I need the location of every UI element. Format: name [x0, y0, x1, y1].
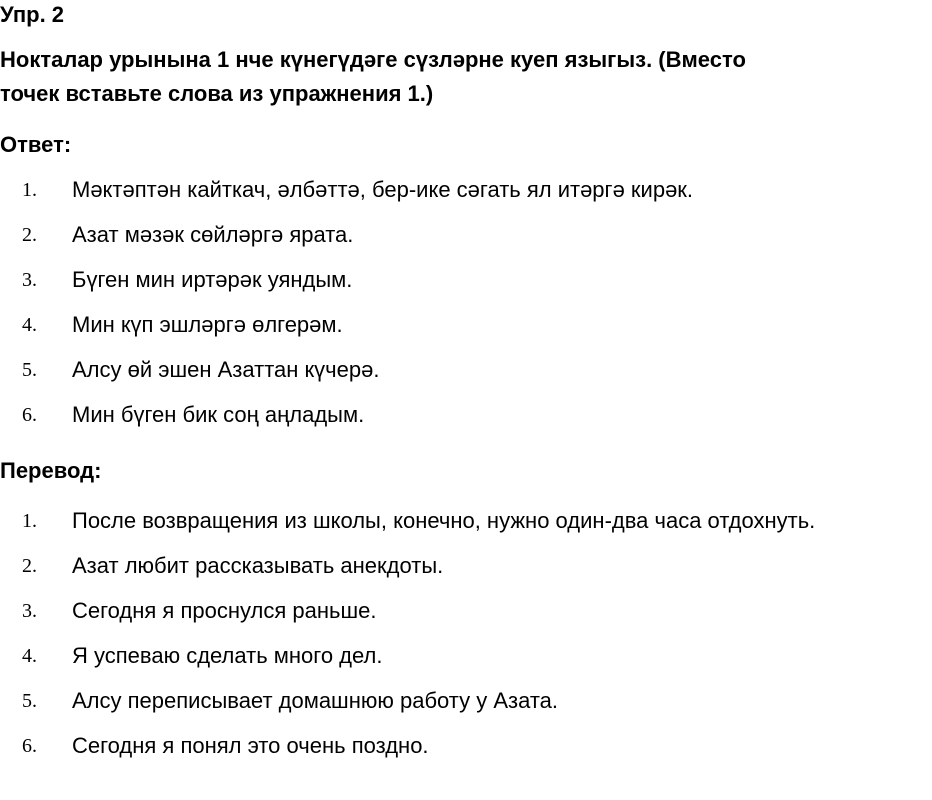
task-line-1: Нокталар урынына 1 нче күнегүдәге сүзләрне куеп языгыз. (Вместо: [0, 47, 746, 72]
item-number: 5.: [22, 359, 37, 381]
translation-item-3: [0, 596, 932, 625]
answer-item-2: [0, 220, 932, 249]
item-number: 1.: [22, 510, 37, 532]
exercise-task: [0, 43, 932, 111]
item-text: Бүген мин иртәрәк уяндым.: [72, 267, 353, 292]
item-number: 4.: [22, 314, 37, 336]
item-number: 2.: [22, 224, 37, 246]
item-number: 6.: [22, 735, 37, 757]
item-text: После возвращения из школы, конечно, нужно один-два часа отдохнуть.: [72, 508, 816, 533]
item-text: Азат любит рассказывать анекдоты.: [72, 553, 444, 578]
item-number: 3.: [22, 600, 37, 622]
answer-heading: Ответ:: [0, 132, 72, 157]
translation-heading: Перевод:: [0, 458, 102, 483]
translation-item-2: [0, 551, 932, 580]
answer-item-4: [0, 310, 932, 339]
translation-list: [0, 506, 932, 776]
item-text: Сегодня я проснулся раньше.: [72, 598, 377, 623]
item-text: Алсу переписывает домашнюю работу у Азата.: [72, 688, 559, 713]
item-text: Сегодня я понял это очень поздно.: [72, 733, 429, 758]
answer-item-5: [0, 355, 932, 384]
translation-item-5: [0, 686, 932, 715]
answer-item-1: [0, 175, 932, 204]
item-number: 5.: [22, 690, 37, 712]
translation-item-4: [0, 641, 932, 670]
item-text: Мин бүген бик соң аңладым.: [72, 402, 365, 427]
answer-list: [0, 175, 932, 445]
answer-item-3: [0, 265, 932, 294]
item-number: 4.: [22, 645, 37, 667]
translation-item-1: [0, 506, 932, 535]
exercise-title: Упр. 2: [0, 2, 65, 27]
item-number: 1.: [22, 179, 37, 201]
item-text: Я успеваю сделать много дел.: [72, 643, 383, 668]
item-text: Мәктәптән кайткач, әлбәттә, бер-ике сәгать ял итәргә кирәк.: [72, 177, 694, 202]
answer-item-6: [0, 400, 932, 429]
item-text: Азат мәзәк сөйләргә ярата.: [72, 222, 354, 247]
translation-item-6: [0, 731, 932, 760]
item-number: 6.: [22, 404, 37, 426]
item-number: 3.: [22, 269, 37, 291]
item-text: Алсу өй эшен Азаттан күчерә.: [72, 357, 380, 382]
task-line-2: точек вставьте слова из упражнения 1.): [0, 81, 434, 106]
item-text: Мин күп эшләргә өлгерәм.: [72, 312, 343, 337]
item-number: 2.: [22, 555, 37, 577]
